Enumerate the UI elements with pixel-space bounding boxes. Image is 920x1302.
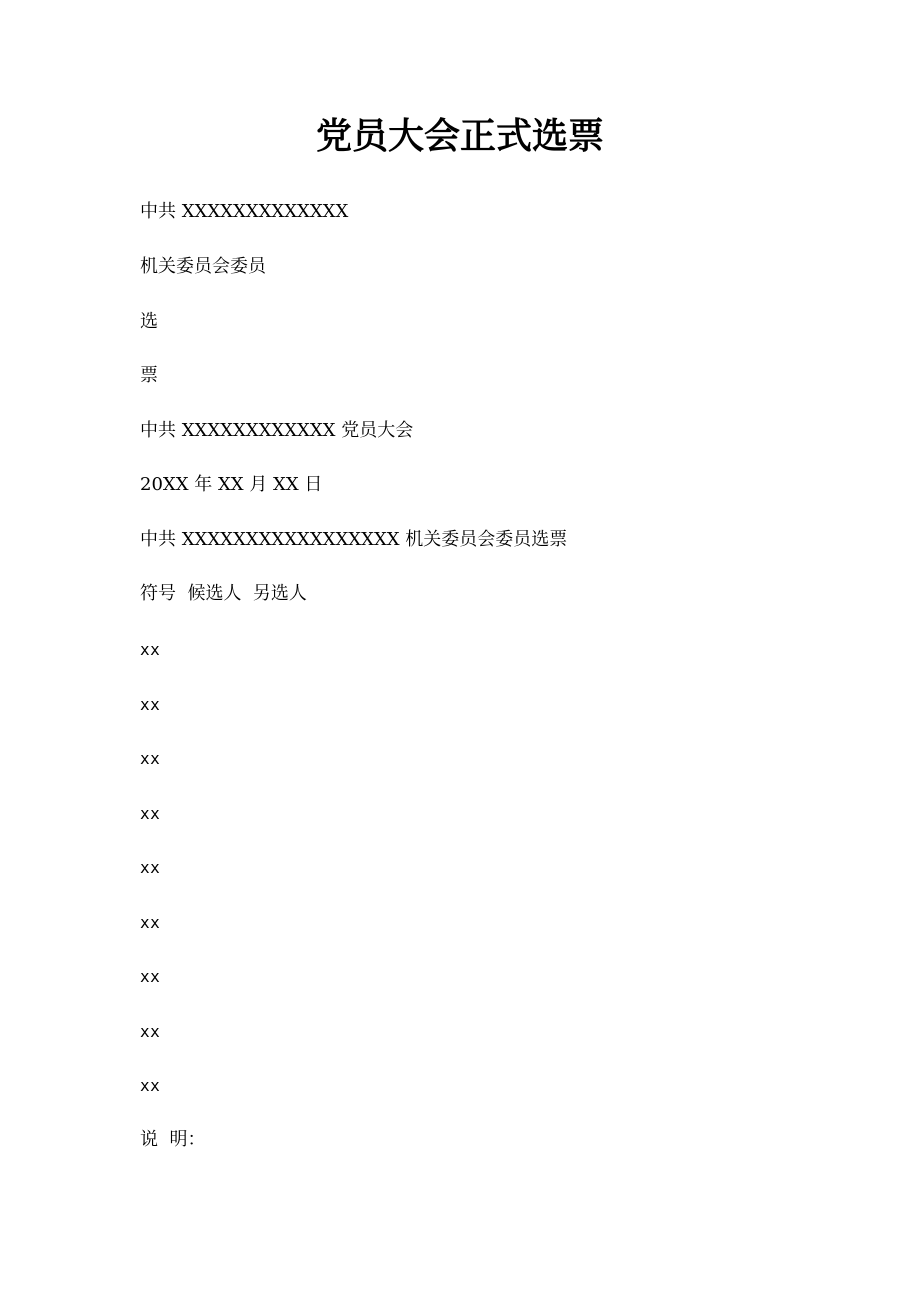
date-line: 20XX 年 XX 月 XX 日 <box>140 474 323 495</box>
meeting-line: 中共 XXXXXXXXXXXX 党员大会 <box>140 420 414 441</box>
note-label: 说 明： <box>140 1129 206 1150</box>
org-line: 中共 XXXXXXXXXXXXX <box>140 201 349 222</box>
candidate-entry: xx <box>140 640 161 659</box>
document-title: 党员大会正式选票 <box>315 115 604 157</box>
table-header: 符号 候选人 另选人 <box>140 583 307 604</box>
candidate-entry: xx <box>140 749 161 768</box>
committee-line: 机关委员会委员 <box>140 256 266 277</box>
ballot-char-xuan: 选 <box>140 311 158 332</box>
candidate-entry: xx <box>140 1022 161 1041</box>
candidate-entry: xx <box>140 695 161 714</box>
ballot-heading: 中共 XXXXXXXXXXXXXXXXX 机关委员会委员选票 <box>140 529 568 550</box>
candidate-entry: xx <box>140 858 161 877</box>
candidate-entry: xx <box>140 967 161 986</box>
candidate-entry: xx <box>140 913 161 932</box>
ballot-char-piao: 票 <box>140 365 158 386</box>
candidate-entry: xx <box>140 804 161 823</box>
candidate-entry: xx <box>140 1076 161 1095</box>
